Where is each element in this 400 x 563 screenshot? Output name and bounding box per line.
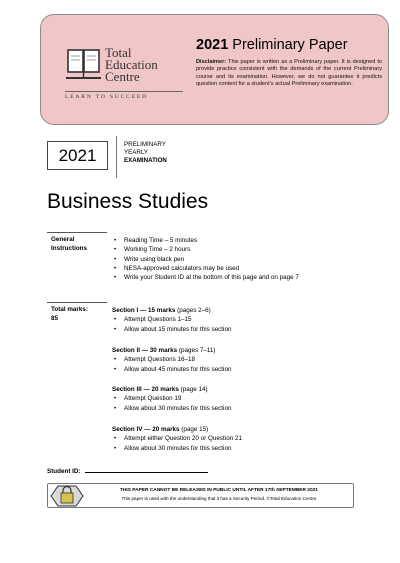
section-title — [112, 306, 342, 315]
section-pages: (pages 7–11) — [177, 347, 216, 354]
header-box — [40, 14, 389, 125]
list-item: • Attempt Questions 1–15 — [112, 315, 342, 324]
section-pages: (page 15) — [179, 426, 209, 433]
list-item: • Allow about 30 minutes for this section — [112, 404, 342, 413]
section-3-block — [112, 385, 342, 413]
logo-name-line: Total — [105, 45, 132, 60]
section-pages: (page 14) — [178, 386, 208, 393]
list-item: • Allow about 30 minutes for this section — [112, 444, 342, 453]
list-item: • Allow about 15 minutes for this section — [112, 325, 342, 334]
list-item: • Attempt either Question 20 or Question 21 — [112, 434, 342, 443]
divider — [47, 232, 107, 233]
section-pages: (pages 2–6) — [175, 307, 211, 314]
security-notice: THIS PAPER CANNOT BE RELEASED IN PUBLIC UNTIL AFTER 17th SEPTEMBER 2021 — [120, 488, 318, 493]
general-instructions-heading — [51, 236, 87, 253]
disclaimer-text: This paper is written as a Preliminary paper. It is designed to provide practice consistent with the demands of the current Preliminary course and its examination. However, we do not guarantee it predicts question content for a student's actual Preliminary examination. — [196, 59, 382, 87]
company-logo — [63, 45, 185, 103]
section-1-block — [112, 306, 342, 334]
exam-type — [124, 141, 167, 165]
disclaimer-label: Disclaimer: — [196, 59, 227, 65]
subject-title: Business Studies — [47, 190, 209, 213]
section-4-block — [112, 425, 342, 453]
exam-type-line: PRELIMINARY — [124, 141, 166, 148]
heading-line: General — [51, 236, 75, 243]
logo-name-line: Centre — [105, 69, 140, 84]
security-footer — [47, 483, 354, 508]
logo-tagline: LEARN TO SUCCEED — [65, 91, 183, 100]
paper-title-year: 2021 — [196, 37, 229, 53]
section-title-bold: Section III — 20 marks — [112, 386, 179, 393]
general-instructions-list — [112, 236, 312, 282]
list-item: • Write using black pen — [112, 255, 312, 264]
section-title — [112, 346, 342, 355]
exam-type-line: YEARLY — [124, 149, 148, 156]
section-title — [112, 425, 342, 434]
exam-year-box: 2021 — [47, 141, 108, 170]
list-item: • NESA-approved calculators may be used — [112, 264, 312, 273]
logo-name-line: Education — [105, 57, 158, 72]
security-icon — [50, 485, 84, 507]
security-subnotice: This paper is used with the understanding that it has a Security Period. ©Total Education Centre — [121, 496, 317, 501]
divider — [47, 302, 107, 303]
list-item: • Attempt Question 19 — [112, 394, 342, 403]
student-id-label: Student ID: — [47, 468, 81, 475]
list-item: • Reading Time – 5 minutes — [112, 236, 312, 245]
section-title-bold: Section II — 30 marks — [112, 347, 178, 354]
heading-line: Total marks: — [51, 306, 88, 313]
divider — [116, 136, 117, 178]
section-title-bold: Section I — 15 marks — [112, 307, 176, 314]
section-title — [112, 385, 342, 394]
heading-line: 85 — [51, 314, 59, 322]
exam-type-line: EXAMINATION — [124, 157, 167, 164]
list-item: • Write your Student ID at the bottom of this page and on page 7 — [112, 273, 312, 282]
list-item: • Allow about 45 minutes for this section — [112, 365, 342, 374]
student-id-field[interactable] — [47, 465, 208, 475]
section-title-bold: Section IV — 20 marks — [112, 426, 180, 433]
student-id-line[interactable] — [85, 465, 208, 473]
list-item: • Working Time – 2 hours — [112, 245, 312, 254]
list-item: • Attempt Questions 16–18 — [112, 355, 342, 364]
section-2-block — [112, 346, 342, 374]
heading-line: Instructions — [51, 244, 88, 252]
paper-title — [196, 37, 386, 53]
total-marks-heading — [51, 306, 88, 323]
paper-title-text: Preliminary Paper — [232, 37, 348, 53]
disclaimer — [196, 59, 382, 88]
logo-name — [105, 47, 185, 83]
open-book-icon — [65, 47, 103, 83]
